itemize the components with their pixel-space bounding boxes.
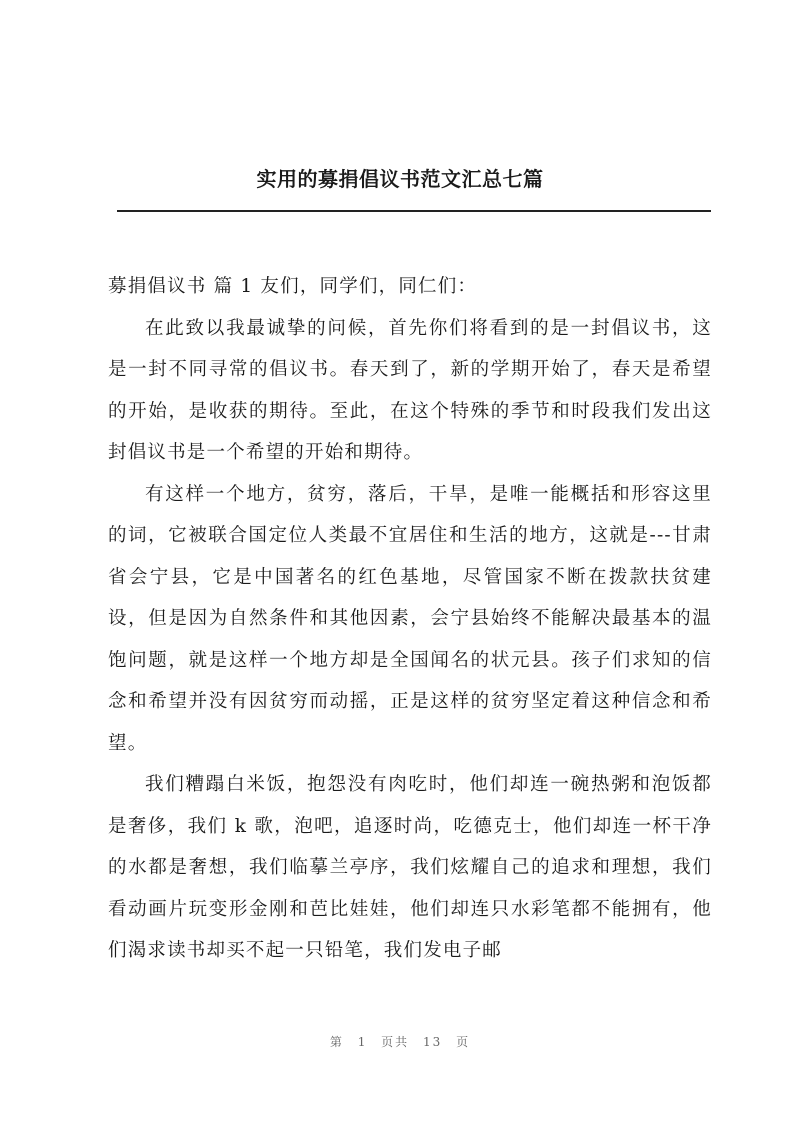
footer-suffix: 页 [456, 1035, 471, 1049]
page-footer [0, 1033, 800, 1050]
document-body [108, 266, 712, 972]
paragraph-3: 我们糟蹋白米饭，抱怨没有肉吃时，他们却连一碗热粥和泡饭都是奢侈，我们 k 歌，泡吧，追逐时尚，吃德克士，他们却连一杯干净的水都是奢想，我们临摹兰亭序，我们炫耀自己的追求和理想，我们看动画片玩变形金刚和芭比娃娃，他们却连只水彩笔都不能拥有，他们渴求读书却买不起一只铅笔，我们发电子邮 [108, 774, 712, 961]
document-title: 实用的募捐倡议书范文汇总七篇 [256, 167, 544, 191]
paragraph-2: 有这样一个地方，贫穷，落后，干旱，是唯一能概括和形容这里的词，它被联合国定位人类最不宜居住和生活的地方，这就是---甘肃省会宁县，它是中国著名的红色基地，尽管国家不断在拨款扶贫建设，但是因为自然条件和其他因素，会宁县始终不能解决最基本的温饱问题，就是这样一个地方却是全国闻名的状元县。孩子们求知的信念和希望并没有因贫穷而动摇，正是这样的贫穷坚定着这种信念和希望。 [108, 483, 712, 754]
opening-line: 募捐倡议书 篇 1 友们，同学们，同仁们： [108, 276, 478, 297]
footer-total-pages: 13 [423, 1035, 443, 1049]
footer-current-page: 1 [357, 1035, 368, 1049]
paragraph-1: 在此致以我最诚挚的问候，首先你们将看到的是一封倡议书，这是一封不同寻常的倡议书。春天到了，新的学期开始了，春天是希望的开始，是收获的期待。至此，在这个特殊的季节和时段我们发出这封倡议书是一个希望的开始和期待。 [108, 317, 712, 463]
footer-middle: 页共 [381, 1035, 410, 1049]
title-divider [117, 210, 711, 212]
footer-prefix: 第 [329, 1035, 344, 1049]
